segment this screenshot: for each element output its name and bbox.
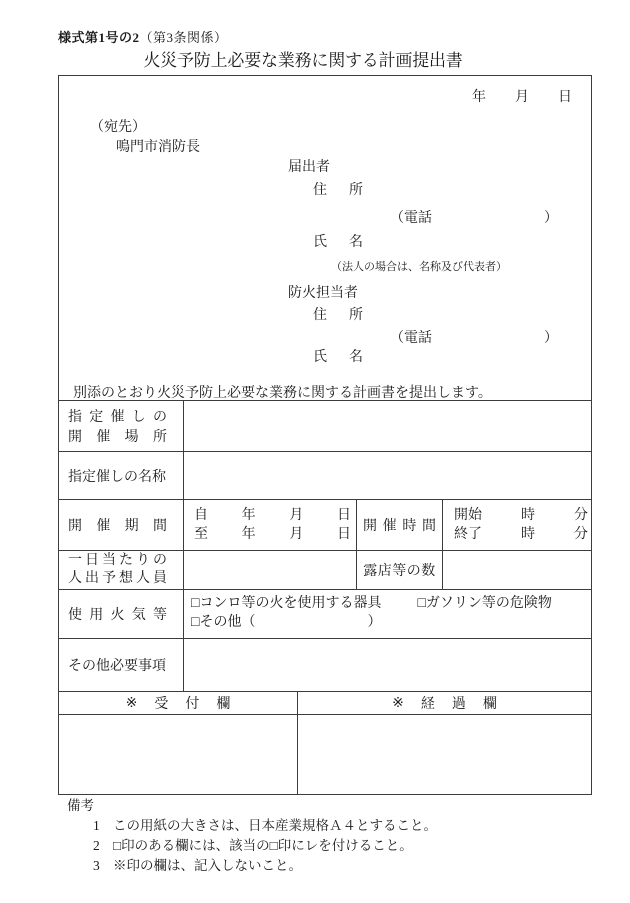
- note-item-1: [67, 816, 437, 836]
- note-text: □印のある欄には、該当の□印にレを付けること。: [113, 838, 413, 853]
- date-year-label: 年: [472, 90, 486, 105]
- addressee-name: 鳴門市消防長: [116, 140, 200, 155]
- event-name-label: [59, 452, 184, 499]
- date-day-label: 日: [558, 90, 572, 105]
- period-label-text: 開 催 期 間: [68, 519, 167, 534]
- note-number: 2: [93, 838, 100, 853]
- note-item-3: [67, 856, 437, 876]
- corporate-note: （法人の場合は、名称及び代表者）: [331, 261, 507, 273]
- fire-use-label-text: 使 用 火 気 等: [68, 608, 167, 623]
- fire-use-options-cell: [184, 590, 591, 638]
- addressee-prefix: （宛先）: [90, 120, 146, 135]
- reception-header: ※ 受 付 欄: [59, 692, 298, 714]
- visitors-label-line2: 人 出 予 想 人 員: [68, 571, 167, 586]
- fire-use-label: [59, 590, 184, 638]
- period-label: [59, 500, 184, 550]
- notifier-name-label: 氏 名: [313, 235, 363, 250]
- time-start-line: 開始 時 分: [454, 508, 588, 523]
- fire-manager-address-label: 住 所: [313, 308, 363, 323]
- date-line: [472, 86, 572, 106]
- date-month-label: 月: [515, 90, 529, 105]
- note-text: ※印の欄は、記入しないこと。: [113, 858, 302, 873]
- form-number-line: [58, 27, 228, 46]
- form-title: 火災予防上必要な業務に関する計画提出書: [143, 51, 463, 70]
- time-value-cell: [443, 500, 591, 550]
- other-value-cell: [184, 639, 591, 691]
- time-label-text: 開 催 時 間: [363, 519, 436, 534]
- checkbox-other-option: □その他（ ）: [191, 615, 382, 630]
- checkbox-konro-option: □コンロ等の火を使用する器具: [191, 596, 382, 611]
- visitors-value-cell: [184, 551, 357, 589]
- fire-manager-heading: 防火担当者: [288, 286, 358, 301]
- time-end-line: 終了 時 分: [454, 527, 588, 542]
- other-label-text: その他必要事項: [68, 659, 166, 674]
- visitors-label-line1: 一 日 当 た り の: [68, 553, 167, 568]
- time-label: [357, 500, 443, 550]
- venue-label: [59, 401, 184, 451]
- fire-manager-name-label: 氏 名: [313, 350, 363, 365]
- progress-header: ※ 経 過 欄: [392, 695, 497, 712]
- venue-label-line2: 開 催 場 所: [68, 430, 167, 445]
- other-label: [59, 639, 184, 691]
- stalls-value-cell: [443, 551, 591, 589]
- table-row-visitors: [59, 550, 591, 589]
- table-row-office-headers: [59, 691, 591, 714]
- note-text: この用紙の大きさは、日本産業規格Ａ４とすること。: [113, 818, 437, 833]
- note-item-2: [67, 836, 437, 856]
- form-number-note: （第3条関係）: [139, 30, 228, 45]
- table-row-office-cells: [59, 714, 591, 794]
- fire-use-options-line1: [191, 594, 585, 613]
- notes-title: 備考: [67, 798, 94, 813]
- notifier-address-label: 住 所: [313, 183, 363, 198]
- progress-cell: [298, 715, 591, 794]
- note-number: 1: [93, 818, 100, 833]
- table-row-other: [59, 638, 591, 691]
- event-name-label-text: 指定催しの名称: [68, 469, 166, 485]
- visitors-label: [59, 551, 184, 589]
- stalls-label: 露店等の数: [357, 551, 443, 589]
- notes-section: [67, 796, 437, 876]
- note-number: 3: [93, 858, 100, 873]
- form-outer-box: [58, 75, 592, 795]
- form-table: [59, 400, 591, 794]
- reception-cell: [59, 715, 298, 794]
- table-row-venue: [59, 400, 591, 451]
- submission-statement: 別添のとおり火災予防上必要な業務に関する計画書を提出します。: [73, 386, 492, 401]
- event-name-value-cell: [184, 452, 591, 499]
- period-to-line: 至 年 月 日: [194, 527, 351, 542]
- checkbox-gasoline-option: □ガソリン等の危険物: [417, 596, 552, 611]
- table-row-event-name: [59, 451, 591, 499]
- notifier-heading: 届出者: [288, 160, 330, 175]
- fire-manager-phone-label: （電話 ）: [390, 331, 558, 346]
- notifier-phone-label: （電話 ）: [390, 211, 558, 226]
- venue-label-line1: 指 定 催 し の: [68, 410, 167, 425]
- period-from-line: 自 年 月 日: [194, 508, 351, 523]
- table-row-period: [59, 499, 591, 550]
- form-number: 様式第1号の2: [58, 30, 140, 45]
- venue-value-cell: [184, 401, 591, 451]
- table-row-fire-use: [59, 589, 591, 638]
- period-value-cell: [184, 500, 357, 550]
